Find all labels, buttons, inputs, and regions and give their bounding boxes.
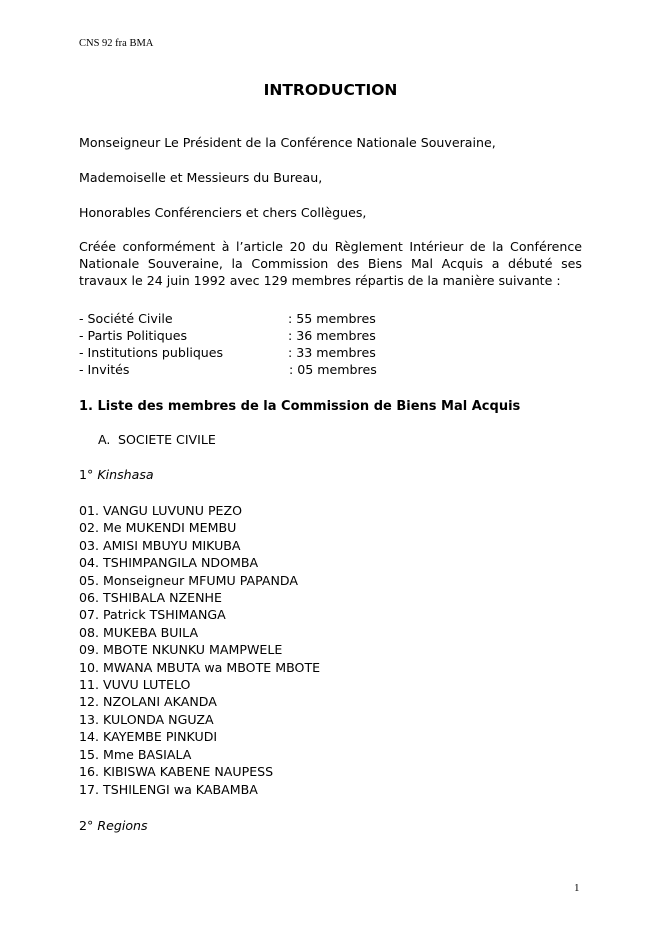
distribution-label: - Société Civile (79, 311, 173, 326)
distribution-value: : 33 membres (288, 345, 376, 360)
distribution-value: : 36 membres (288, 328, 376, 343)
salutation-president: Monseigneur Le Président de la Conférence Nationale Souveraine, (79, 135, 496, 150)
list-item: 06. TSHIBALA NZENHE (79, 590, 222, 606)
subsection-letter: A. (98, 432, 111, 447)
salutation-bureau: Mademoiselle et Messieurs du Bureau, (79, 170, 323, 185)
list-item: 14. KAYEMBE PINKUDI (79, 729, 218, 745)
distribution-label: - Partis Politiques (79, 328, 188, 343)
member-list (79, 502, 320, 798)
list-item: 10. MWANA MBUTA wa MBOTE MBOTE (79, 659, 321, 675)
group-number: 2° (79, 818, 94, 833)
group-heading-regions (79, 817, 148, 834)
intro-paragraph: Créée conformément à l’article 20 du Règlement Intérieur de la Conférence Nationale Souveraine, la Commission des Biens Mal Acquis a débuté ses travaux le 24 juin 1992 avec 129 membres répartis de la manière suivante : (79, 239, 582, 288)
list-item: 16. KIBISWA KABENE NAUPESS (79, 764, 274, 780)
list-item: 12. NZOLANI AKANDA (79, 694, 217, 710)
subsection-heading (98, 431, 216, 448)
distribution-label: - Invités (79, 362, 130, 377)
distribution-label: - Institutions publiques (79, 345, 224, 360)
list-item: 08. MUKEBA BUILA (79, 624, 199, 640)
list-item: 01. VANGU LUVUNU PEZO (79, 503, 243, 518)
distribution-value: : 55 membres (288, 311, 376, 326)
salutation-conferenciers: Honorables Conférenciers et chers Collègues, (79, 205, 367, 220)
document-reference: CNS 92 fra BMA (79, 38, 154, 49)
list-item: 11. VUVU LUTELO (79, 677, 191, 693)
group-number: 1° (79, 467, 94, 482)
group-heading-kinshasa (79, 466, 154, 483)
list-item: 04. TSHIMPANGILA NDOMBA (79, 555, 259, 571)
page-number: 1 (574, 882, 580, 894)
list-item: 05. Monseigneur MFUMU PAPANDA (79, 572, 299, 588)
list-item: 15. Mme BASIALA (79, 746, 192, 762)
distribution-value: : 05 membres (289, 362, 377, 377)
subsection-label: SOCIETE CIVILE (118, 432, 216, 447)
page-title: INTRODUCTION (263, 81, 398, 99)
list-item: 03. AMISI MBUYU MIKUBA (79, 537, 241, 553)
list-item: 07. Patrick TSHIMANGA (79, 607, 226, 623)
list-item: 13. KULONDA NGUZA (79, 711, 214, 727)
list-item: 17. TSHILENGI wa KABAMBA (79, 781, 258, 797)
group-name: Regions (97, 818, 148, 833)
list-item: 02. Me MUKENDI MEMBU (79, 520, 237, 536)
group-name: Kinshasa (97, 467, 154, 482)
section-heading: 1. Liste des membres de la Commission de Biens Mal Acquis (79, 399, 521, 414)
list-item: 09. MBOTE NKUNKU MAMPWELE (79, 642, 283, 658)
